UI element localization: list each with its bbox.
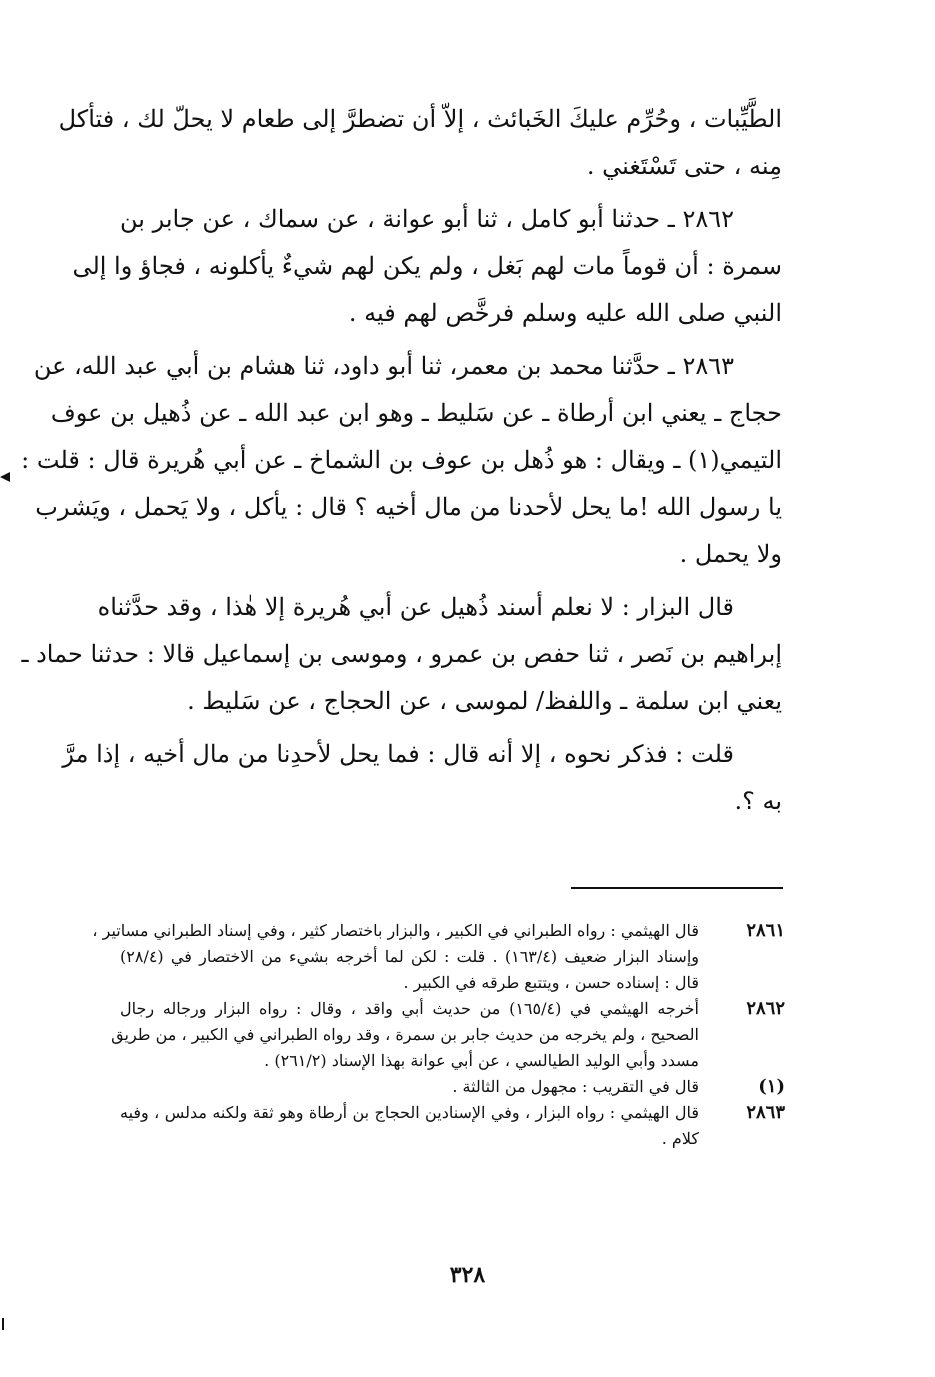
text-line: يعني ابن سلمة ـ واللفظ/ لموسى ، عن الحجاج ، عن سَليط . xyxy=(187,687,782,715)
footnote xyxy=(120,1074,785,1100)
text-line: قلت : فذكر نحوه ، إلا أنه قال : فما يحل لأحدِنا من مال أخيه ، إذا مرَّ xyxy=(62,740,734,768)
main-text xyxy=(21,96,782,825)
text-line: إبراهيم بن نَصر ، ثنا حفص بن عمرو ، وموسى بن إسماعيل قالا : حدثنا حماد ـ xyxy=(21,640,782,668)
footnote-line: أخرجه الهيثمي في (١٦٥/٤) من حديث أبي واقد ، وقال : رواه البزار ورجاله رجال xyxy=(120,999,699,1018)
footnote-number: ٢٨٦١ xyxy=(746,920,785,941)
footnote xyxy=(111,996,785,1074)
text-line: الطَّيِّبات ، وحُرِّم عليكَ الخَبائث ، إلاّ أن تضطرَّ إلى طعام لا يحلّ لك ، فتأكل xyxy=(58,105,782,133)
text-line: سمرة : أن قوماً مات لهم بَغل ، ولم يكن لهم شيءٌ يأكلونه ، فجاؤ وا إلى xyxy=(72,252,782,280)
text-line: يا رسول الله !ما يحل لأحدنا من مال أخيه ؟ قال : يأكل ، ولا يَحمل ، ويَشرب xyxy=(35,493,782,521)
text-line: ولا يحمل . xyxy=(679,540,782,568)
footnote-line: الصحيح ، ولم يخرجه من حديث جابر بن سمرة ، وقد رواه الطبراني في الكبير ، من طريق xyxy=(111,1025,699,1044)
footnote-number: ٢٨٦٣ xyxy=(746,1102,785,1123)
footnote-separator xyxy=(571,887,783,889)
page-number: ٣٢٨ xyxy=(449,1262,486,1288)
footnote-line: قال في التقريب : مجهول من الثالثة . xyxy=(452,1077,699,1096)
text-line: ٢٨٦٣ ـ حدَّثنا محمد بن معمر، ثنا أبو داود، ثنا هشام بن أبي عبد الله، عن xyxy=(33,352,734,380)
footnote-line: قال الهيثمي : رواه الطبراني في الكبير ، والبزار باختصار كثير ، وفي إسناد الطبراني مساتير ، xyxy=(92,921,699,940)
text-line: ٢٨٦٢ ـ حدثنا أبو كامل ، ثنا أبو عوانة ، عن سماك ، عن جابر بن xyxy=(120,205,734,233)
footnote xyxy=(92,918,785,996)
footnote-line: قال الهيثمي : رواه البزار ، وفي الإسنادين الحجاج بن أرطاة وهو ثقة ولكنه مدلس ، وفيه xyxy=(120,1103,699,1122)
margin-tick-mark xyxy=(2,1318,4,1330)
text-line: حجاج ـ يعني ابن أرطاة ـ عن سَليط ـ وهو ابن عبد الله ـ عن ذُهيل بن عوف xyxy=(50,399,782,427)
footnote-line: كلام . xyxy=(661,1129,699,1148)
footnote-number: ٢٨٦٢ xyxy=(746,998,785,1019)
text-line: به ؟. xyxy=(734,787,782,815)
footnote xyxy=(120,1100,785,1152)
text-line: مِنه ، حتى تَسْتَغني . xyxy=(586,152,782,180)
footnotes xyxy=(92,918,785,1152)
text-line: النبي صلى الله عليه وسلم فرخَّص لهم فيه . xyxy=(348,299,782,327)
footnote-line: قال : إسناده حسن ، ويتتبع طرقه في الكبير . xyxy=(403,973,699,992)
footnote-line: وإسناد البزار ضعيف (١٦٣/٤) . قلت : لكن لما أخرجه بشيء من الاختصار في (٢٨/٤) xyxy=(120,947,700,966)
margin-arrow-mark xyxy=(0,472,10,482)
footnote-line: مسدد وأبي الوليد الطيالسي ، عن أبي عوانة بهذا الإسناد (٢٦١/٢) . xyxy=(264,1051,699,1070)
text-line: التيمي(١) ـ ويقال : هو ذُهل بن عوف بن الشماخ ـ عن أبي هُريرة قال : قلت : xyxy=(21,446,782,474)
text-line: قال البزار : لا نعلم أسند ذُهيل عن أبي هُريرة إلا هٰذا ، وقد حدَّثناه xyxy=(97,593,734,621)
footnote-number: (١) xyxy=(758,1076,785,1097)
